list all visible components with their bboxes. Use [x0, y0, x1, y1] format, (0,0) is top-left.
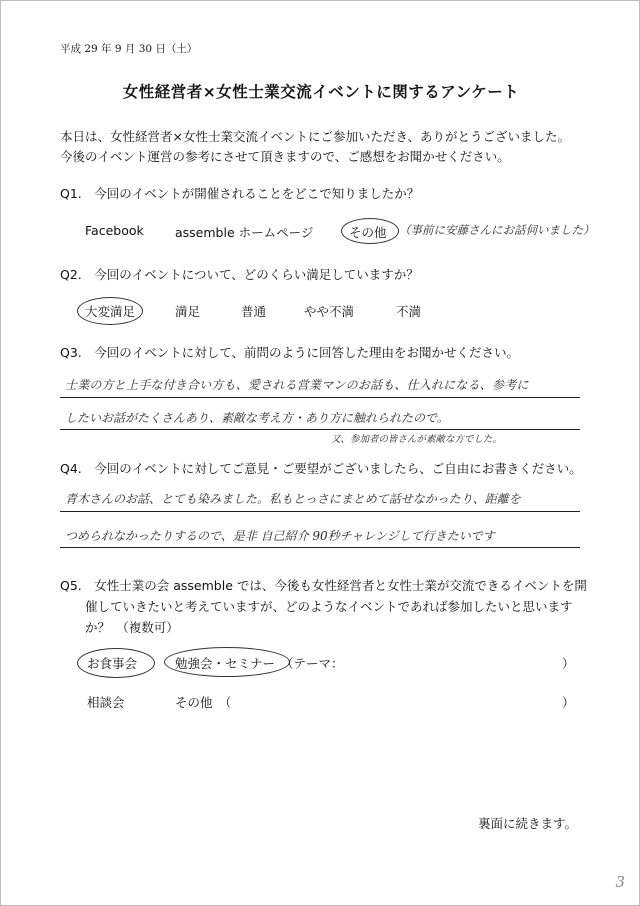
survey-date: 平成 29 年 9 月 30 日（土）: [60, 43, 198, 55]
page-number: 3: [615, 873, 625, 891]
q4-answer-line-2: つめられなかったりするので、是非 自己紹介 90秒チャレンジして行きたいです: [65, 529, 495, 543]
q1-option-facebook[interactable]: Facebook: [85, 223, 144, 238]
q2-option-somewhat-dissatisfied[interactable]: やや不満: [304, 304, 355, 319]
q1-option-homepage[interactable]: assemble ホームページ: [175, 225, 314, 240]
survey-title: 女性経営者×女性士業交流イベントに関するアンケート: [122, 83, 520, 101]
question-2: Q2. 今回のイベントについて、どのくらい満足していますか？: [60, 267, 419, 282]
q3-answer-line-2: したいお話がたくさんあり、素敵な考え方・あり方に触れられたので。: [65, 411, 449, 425]
question-5-line-2: 催していきたいと考えていますが、どのようなイベントであれば参加したいと思います: [85, 599, 573, 614]
q3-answer-line-1: 士業の方と上手な付き合い方も、愛される営業マンのお話も、仕入れになる、参考に: [65, 378, 529, 392]
q2-option-neutral[interactable]: 普通: [241, 304, 267, 319]
q1-option-other[interactable]: その他: [349, 225, 387, 240]
q3-rule-1: [60, 397, 580, 398]
question-1: Q1. 今回のイベントが開催されることをどこで知りましたか？: [60, 186, 420, 201]
q5-theme-close: ）: [562, 656, 575, 671]
q3-answer-line-3: 又、参加者の皆さんが素敵な方でした。: [331, 434, 503, 445]
question-5-line-1: Q5. 女性士業の会 assemble では、今後も女性経営者と女性士業が交流できるイベントを開: [60, 578, 587, 593]
q5-option-other[interactable]: その他 （: [175, 695, 232, 710]
continued-note: 裏面に続きます。: [477, 816, 577, 831]
q2-option-satisfied[interactable]: 満足: [175, 304, 201, 319]
q1-handwritten-note: （事前に安藤さんにお話伺いました）: [399, 223, 595, 237]
q2-option-very-satisfied[interactable]: 大変満足: [85, 304, 136, 319]
q5-other-close: ）: [562, 695, 575, 710]
q5-option-study[interactable]: 勉強会・セミナー: [175, 656, 276, 671]
question-4: Q4. 今回のイベントに対してご意見・ご要望がございましたら、ご自由にお書きください。: [60, 461, 582, 476]
intro-line-2: 今後のイベント運営の参考にさせて頂きますので、ご感想をお聞かせください。: [60, 149, 510, 164]
q4-rule-2: [60, 547, 580, 548]
q5-option-consultation[interactable]: 相談会: [87, 695, 125, 710]
q4-rule-1: [60, 511, 580, 512]
q5-theme-label: （テーマ：: [281, 656, 344, 671]
q4-answer-line-1: 青木さんのお話、とても染みました。私もとっさにまとめて話せなかったり、距離を: [65, 492, 521, 506]
q2-option-dissatisfied[interactable]: 不満: [396, 304, 422, 319]
q5-option-dining[interactable]: お食事会: [87, 656, 138, 671]
question-5-line-3: か？ （複数可）: [85, 620, 179, 635]
q3-rule-2: [60, 429, 580, 430]
question-3: Q3. 今回のイベントに対して、前問のように回答した理由をお聞かせください。: [60, 345, 520, 360]
intro-line-1: 本日は、女性経営者×女性士業交流イベントにご参加いただき、ありがとうございました。: [60, 129, 570, 144]
